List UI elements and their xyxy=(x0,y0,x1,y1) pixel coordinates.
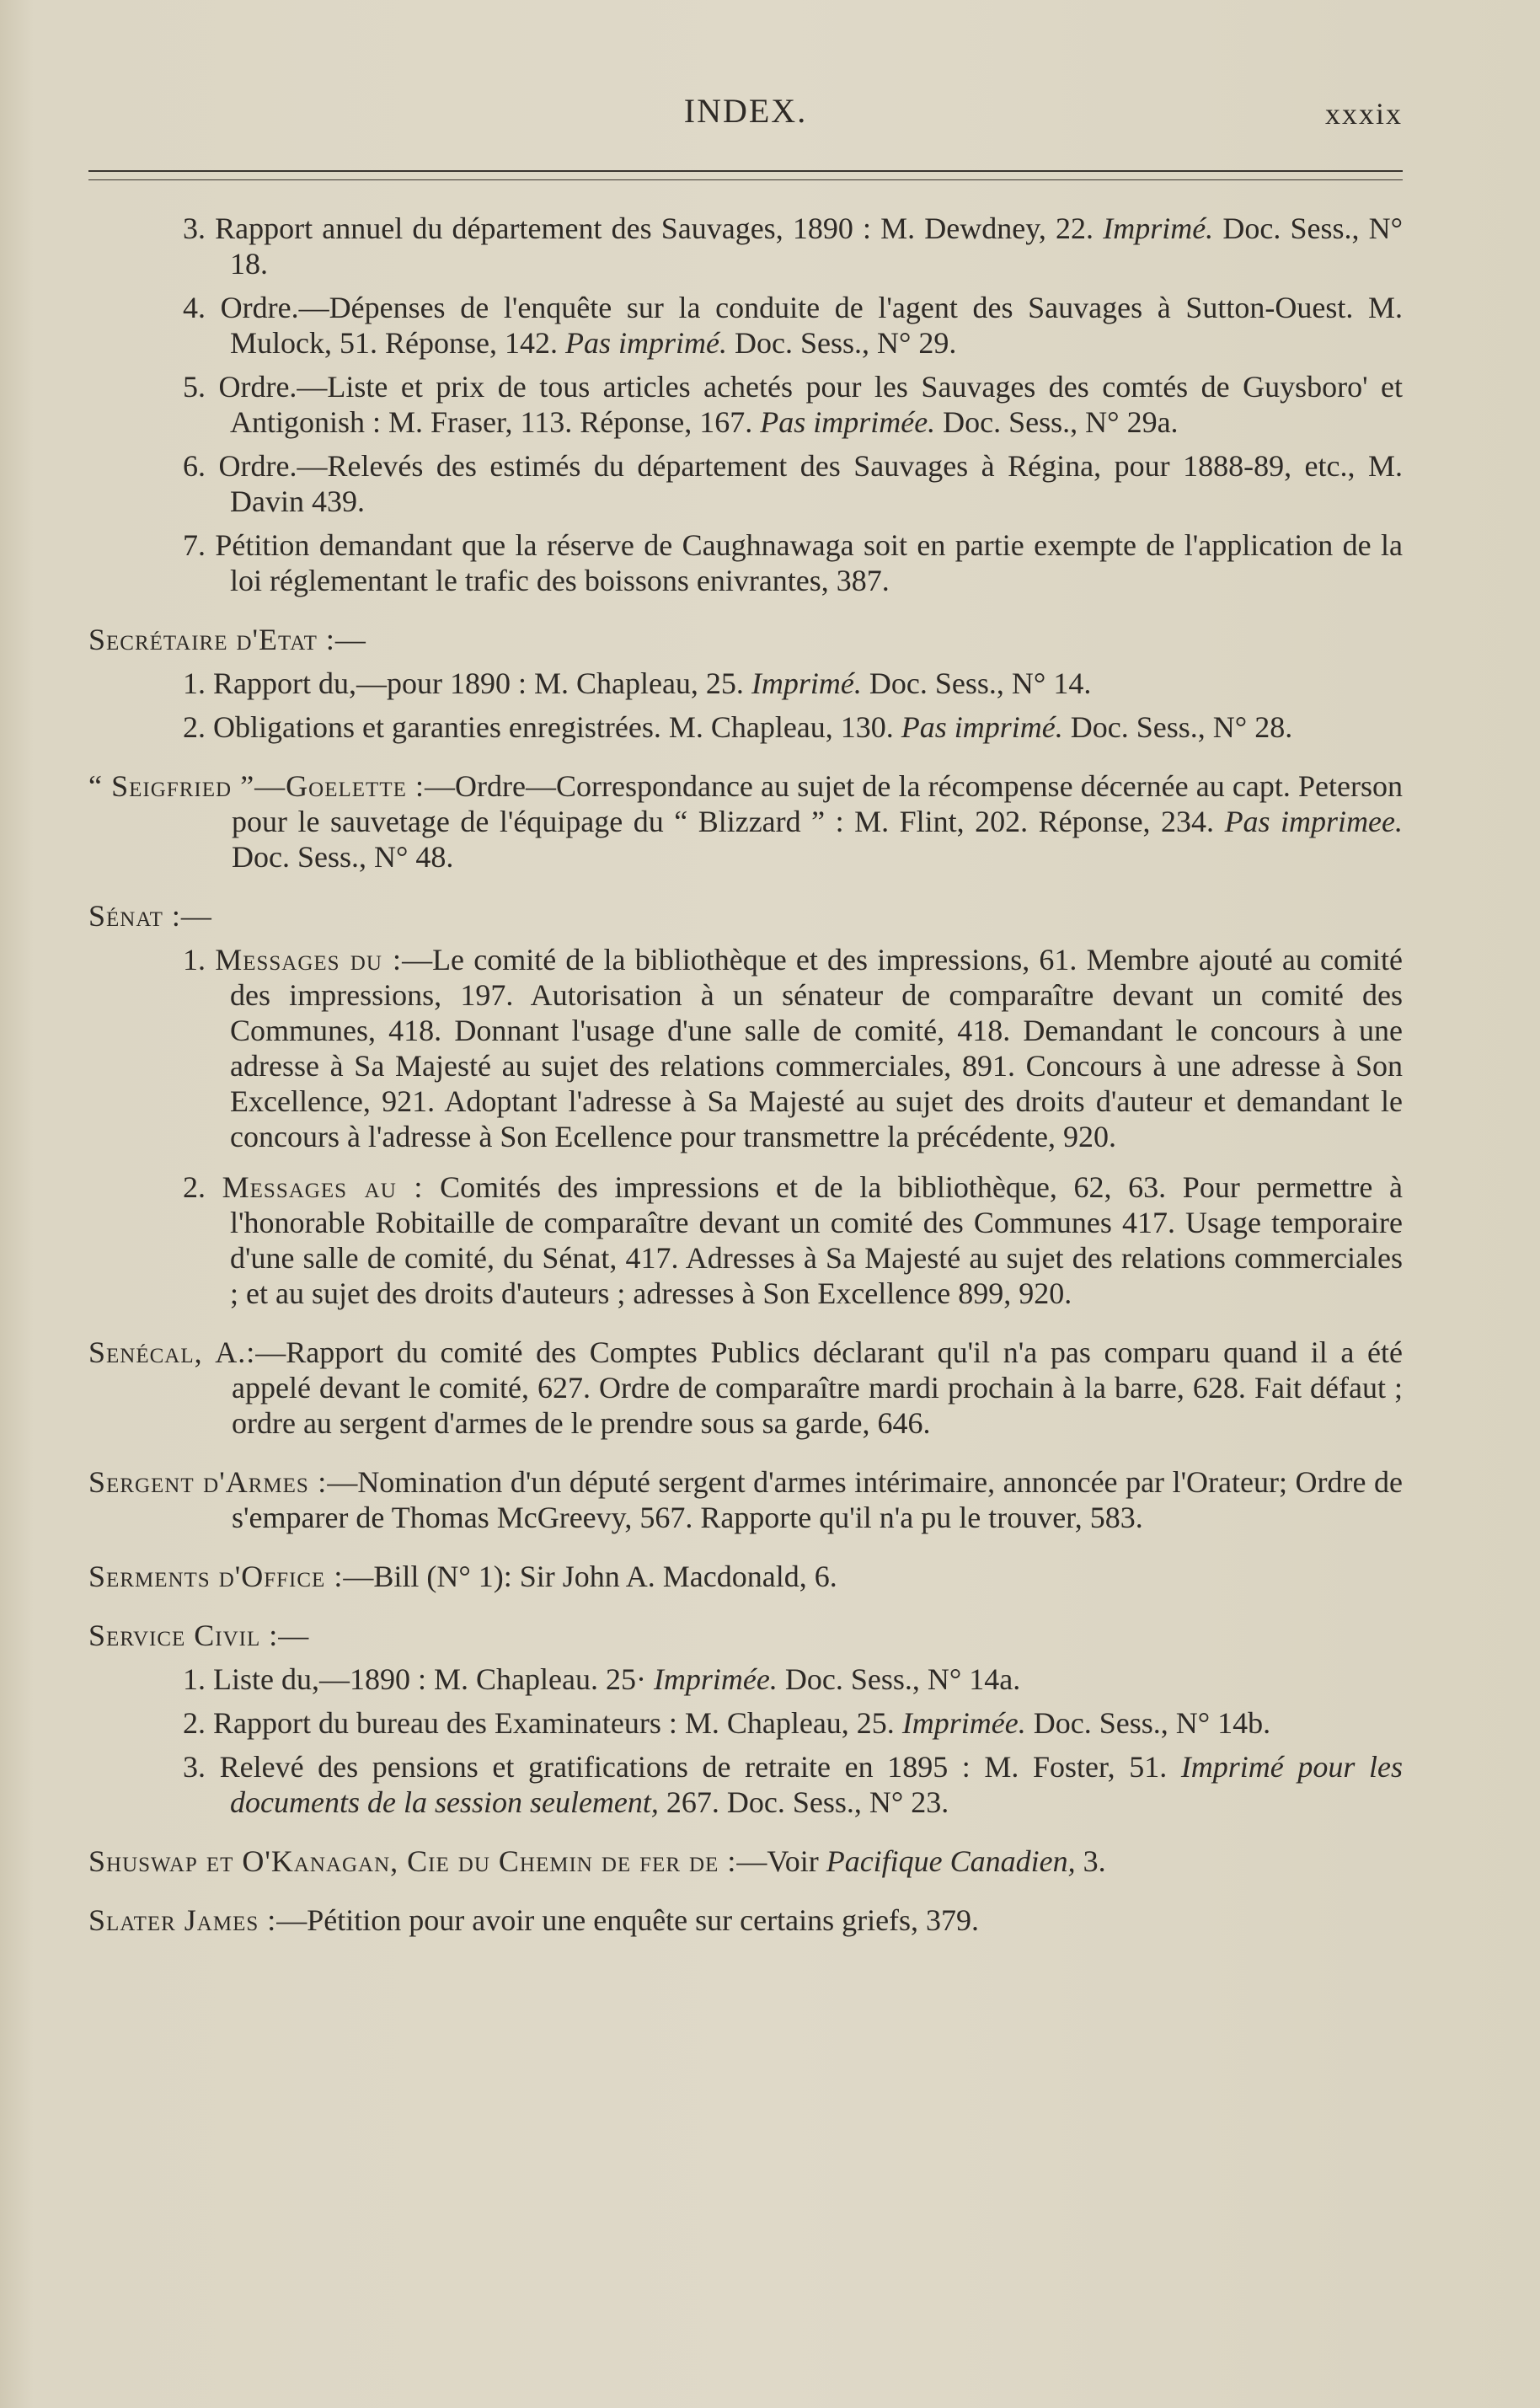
index-entry-shuswap: Shuswap et O'Kanagan, Cie du Chemin de fer de :—Voir Pacifique Canadien, 3. xyxy=(88,1844,1106,1878)
index-entry-slater: Slater James :—Pétition pour avoir une enquête sur certains griefs, 379. xyxy=(88,1903,980,1937)
index-entry-senecal: Senécal, A.:—Rapport du comité des Comptes Publics déclarant qu'il n'a pas comparu quand il a été appelé devant le comité, 627. Ordre de comparaître mardi prochain à la barre, 628. Fait défaut ; ordre au sergent d'armes de le prendre sous sa garde, 646. xyxy=(88,1335,1403,1440)
index-body xyxy=(88,211,1403,1946)
index-entry-serments: Serments d'Office :—Bill (N° 1): Sir John A. Macdonald, 6. xyxy=(88,1560,837,1593)
index-entry-sergent: Sergent d'Armes :—Nomination d'un député sergent d'armes intérimaire, annoncée par l'Orateur; Ordre de s'emparer de Thomas McGreevy, 567. Rapporte qu'il n'a pu le trouver, 583. xyxy=(88,1465,1403,1534)
index-item: 2. Messages au : Comités des impressions et de la bibliothèque, 62, 63. Pour permettre à l'honorable Robitaille de comparaître devant un comité des Communes 417. Usage temporaire d'une salle de comité, du Sénat, 417. Adresses à Sa Majesté au sujet des relations commerciales ; et au sujet des droits d'auteurs ; adresses à Son Excellence 899, 920. xyxy=(183,1170,1404,1310)
page-header xyxy=(88,91,1403,133)
index-item: 3. Relevé des pensions et gratifications de retraite en 1895 : M. Foster, 51. Imprimé pour les documents de la session seulement, 267. Doc. Sess., N° 23. xyxy=(183,1750,1404,1819)
index-entry-seigfried: “ Seigfried ”—Goelette :—Ordre—Correspondance au sujet de la récompense décernée au capt. Peterson pour le sauvetage de l'équipage du “ Blizzard ” : M. Flint, 202. Réponse, 234. Pas imprimee. Doc. Sess., N° 48. xyxy=(88,769,1404,874)
index-item: 2. Rapport du bureau des Examinateurs : M. Chapleau, 25. Imprimée. Doc. Sess., N° 14b. xyxy=(183,1706,1271,1740)
header-rule-top xyxy=(88,170,1403,172)
index-item: 1. Messages du :—Le comité de la bibliothèque et des impressions, 61. Membre ajouté au comité des impressions, 197. Autorisation à un sénateur de comparaître devant un comité des Communes, 418. Donnant l'usage d'une salle de comité, 418. Demandant le concours à une adresse à Sa Majesté au sujet des relations commerciales, 891. Concours à une adresse à Son Excellence, 921. Adoptant l'adresse à Sa Majesté au sujet des droits d'auteur et demandant le concours à l'adresse à Son Ecellence pour transmettre la précédente, 920. xyxy=(183,943,1404,1153)
index-item: 1. Liste du,—1890 : M. Chapleau. 25· Imprimée. Doc. Sess., N° 14a. xyxy=(183,1662,1021,1696)
index-heading-service-civil: Service Civil :— xyxy=(88,1619,310,1652)
index-heading-secretaire: Secrétaire d'Etat :— xyxy=(88,623,366,656)
index-item: 7. Pétition demandant que la réserve de Caughnawaga soit en partie exempte de l'application de la loi réglementant le trafic des boissons enivrantes, 387. xyxy=(183,528,1404,597)
index-item: 1. Rapport du,—pour 1890 : M. Chapleau, 25. Imprimé. Doc. Sess., N° 14. xyxy=(183,666,1092,700)
index-item: 4. Ordre.—Dépenses de l'enquête sur la conduite de l'agent des Sauvages à Sutton-Ouest. M. Mulock, 51. Réponse, 142. Pas imprimé. Doc. Sess., N° 29. xyxy=(183,291,1404,360)
index-item: 2. Obligations et garanties enregistrées. M. Chapleau, 130. Pas imprimé. Doc. Sess., N° 28. xyxy=(183,710,1293,744)
index-item: 3. Rapport annuel du département des Sauvages, 1890 : M. Dewdney, 22. Imprimé. Doc. Sess., N° 18. xyxy=(183,211,1404,281)
page-title: INDEX. xyxy=(683,92,808,130)
page-number: xxxix xyxy=(1324,97,1403,131)
index-heading-senat: Sénat :— xyxy=(88,899,212,933)
index-item: 5. Ordre.—Liste et prix de tous articles achetés pour les Sauvages des comtés de Guysboro' et Antigonish : M. Fraser, 113. Réponse, 167. Pas imprimée. Doc. Sess., N° 29a. xyxy=(183,370,1404,439)
header-rule-bottom xyxy=(88,179,1403,180)
index-item: 6. Ordre.—Relevés des estimés du département des Sauvages à Régina, pour 1888-89, etc., M. Davin 439. xyxy=(183,449,1404,518)
